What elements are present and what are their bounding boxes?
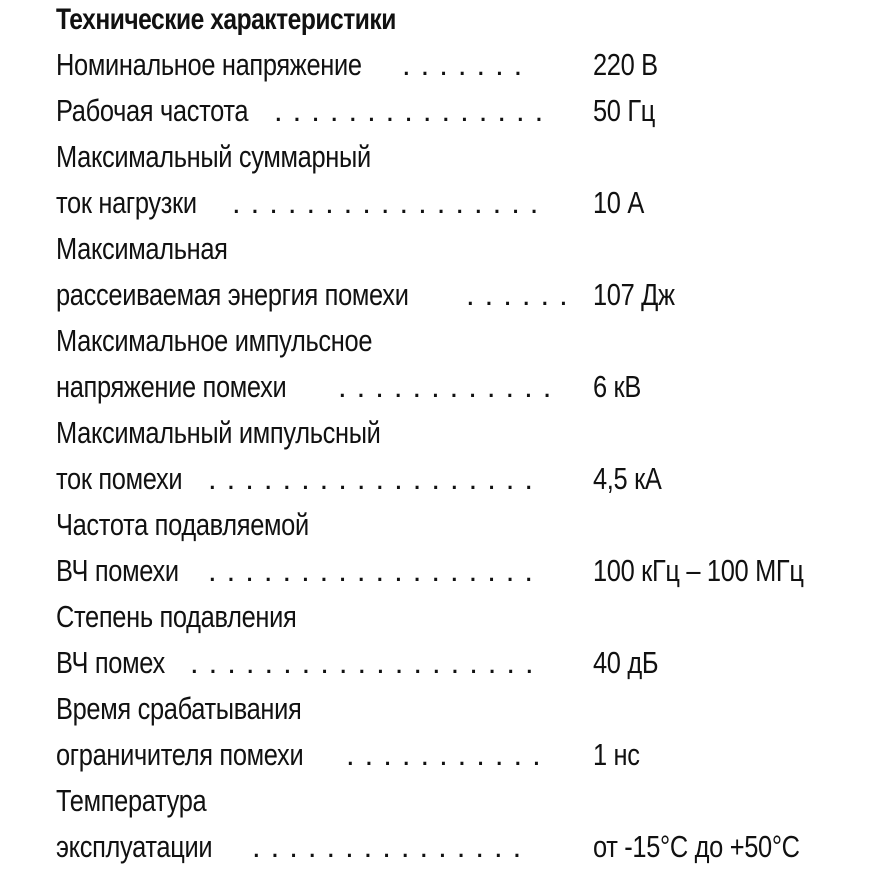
spec-row-hf-suppression	[56, 640, 856, 686]
spec-label-first-line: Максимальное импульсное	[56, 323, 373, 358]
leader-dots: ...................	[190, 645, 544, 680]
spec-row-response-time	[56, 732, 856, 778]
spec-label-first-line: Максимальный импульсный	[56, 415, 381, 450]
spec-label-first-line: Максимальная	[56, 231, 228, 266]
spec-label-first-line: Максимальный суммарный	[56, 139, 371, 174]
spec-label: ограничителя помехи	[56, 737, 304, 772]
spec-sheet	[56, 0, 856, 870]
leader-dots: ......	[466, 277, 578, 312]
spec-row-voltage	[56, 42, 856, 88]
spec-row-impulse-voltage	[56, 364, 856, 410]
spec-label: эксплуатации	[56, 829, 213, 864]
spec-value: 4,5 кА	[593, 461, 662, 496]
spec-value: 100 кГц – 100 МГц	[593, 553, 804, 588]
spec-label: рассеиваемая энергия помехи	[56, 277, 409, 312]
spec-title: Технические характеристики	[56, 3, 396, 36]
spec-value: 50 Гц	[593, 93, 656, 128]
spec-label-line	[56, 226, 856, 272]
spec-value: 10 А	[593, 185, 644, 220]
spec-row-impulse-current	[56, 456, 856, 502]
spec-value: от -15°С до +50°С	[593, 829, 800, 864]
spec-label: ток помехи	[56, 461, 183, 496]
spec-row-energy	[56, 272, 856, 318]
spec-value: 220 В	[593, 47, 658, 82]
spec-label-first-line: Степень подавления	[56, 599, 297, 634]
spec-label: Номинальное напряжение	[56, 47, 362, 82]
leader-dots: ...............	[274, 93, 554, 128]
leader-dots: ............	[338, 369, 562, 404]
spec-row-hf-frequency	[56, 548, 856, 594]
spec-label-line	[56, 778, 856, 824]
spec-label: напряжение помехи	[56, 369, 287, 404]
spec-label-first-line: Время срабатывания	[56, 691, 302, 726]
spec-value: 6 кВ	[593, 369, 641, 404]
spec-label-line	[56, 502, 856, 548]
leader-dots: .......	[402, 47, 533, 82]
leader-dots: ..................	[208, 553, 544, 588]
spec-label: ток нагрузки	[56, 185, 197, 220]
spec-label-line	[56, 318, 856, 364]
spec-label-line	[56, 134, 856, 180]
leader-dots: ..................	[208, 461, 544, 496]
spec-value: 107 Дж	[593, 277, 675, 312]
spec-row-load-current	[56, 180, 856, 226]
spec-value: 40 дБ	[593, 645, 659, 680]
leader-dots: .................	[232, 185, 549, 220]
spec-value: 1 нс	[593, 737, 640, 772]
spec-label: ВЧ помех	[56, 645, 165, 680]
spec-row-temperature	[56, 824, 856, 870]
spec-row-frequency	[56, 88, 856, 134]
spec-label: Рабочая частота	[56, 93, 249, 128]
spec-label-first-line: Температура	[56, 783, 207, 818]
spec-label-line	[56, 410, 856, 456]
spec-label-first-line: Частота подавляемой	[56, 507, 309, 542]
spec-label-line	[56, 686, 856, 732]
leader-dots: ...........	[346, 737, 551, 772]
spec-label: ВЧ помехи	[56, 553, 179, 588]
spec-label-line	[56, 594, 856, 640]
leader-dots: ...............	[252, 829, 532, 864]
